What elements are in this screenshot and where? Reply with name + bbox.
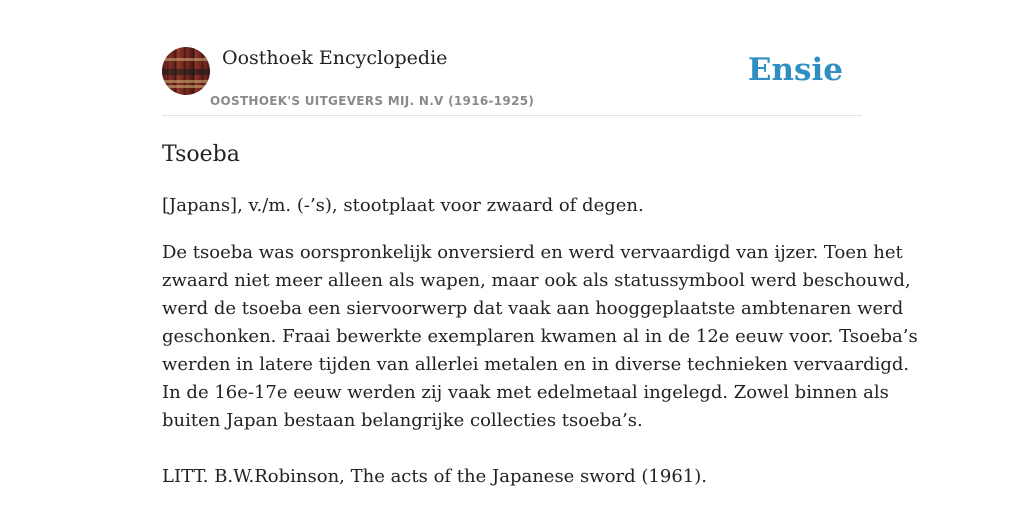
definition-text: [Japans], v./m. (-’s), stootplaat voor zwaard of degen. — [162, 195, 644, 216]
paragraph-line: werd de tsoeba een siervoorwerp dat vaak aan hooggeplaatste ambtenaren werd — [162, 298, 904, 319]
paragraph-line: In de 16e-17e eeuw werden zij vaak met edelmetaal ingelegd. Zowel binnen als — [162, 382, 889, 403]
avatar-band — [162, 80, 210, 83]
brand-logo-link[interactable]: Ensie — [747, 52, 843, 88]
site-name-link[interactable]: Oosthoek Encyclopedie — [222, 47, 448, 69]
paragraph-line: geschonken. Fraai bewerkte exemplaren kwamen al in de 12e eeuw voor. Tsoeba’s — [162, 326, 918, 347]
avatar-band — [162, 58, 210, 61]
page-title: Tsoeba — [162, 142, 240, 167]
paragraph-line: De tsoeba was oorspronkelijk onversierd en werd vervaardigd van ijzer. Toen het — [162, 242, 903, 263]
literature-reference: LITT. B.W.Robinson, The acts of the Japanese sword (1961). — [162, 466, 707, 487]
avatar-band — [162, 85, 210, 88]
avatar-band — [162, 69, 210, 75]
content-container — [162, 0, 918, 487]
book-spines-icon[interactable] — [162, 47, 210, 95]
paragraph-line: zwaard niet meer alleen als wapen, maar ook als statussymbool werd beschouwd, — [162, 270, 911, 291]
paragraph-line: werden in latere tijden van allerlei metalen en in diverse technieken vervaardigd. — [162, 354, 910, 375]
header — [162, 0, 862, 116]
publisher-label: OOSTHOEK'S UITGEVERS MIJ. N.V (1916-1925) — [210, 94, 535, 108]
article-paragraph — [162, 239, 918, 435]
paragraph-line: buiten Japan bestaan belangrijke collecties tsoeba’s. — [162, 410, 643, 431]
